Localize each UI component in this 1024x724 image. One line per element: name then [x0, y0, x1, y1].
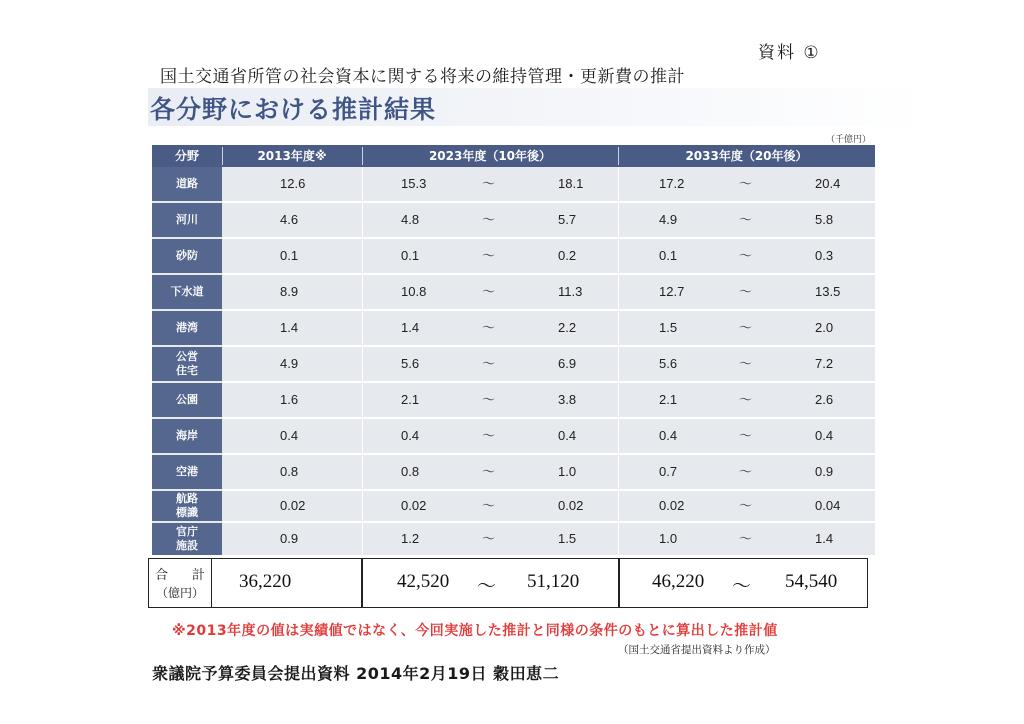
value-2023-low: 2.1	[401, 392, 420, 407]
range-tilde: 〜	[482, 464, 496, 479]
table-header	[152, 145, 875, 167]
row-label: 公営 住宅	[152, 347, 222, 381]
total-range-tilde: 〜	[732, 576, 752, 597]
value-2023-high: 3.8	[558, 392, 577, 407]
section-heading-banner	[148, 88, 928, 126]
total-label	[149, 559, 212, 607]
table-row	[152, 203, 875, 237]
row-label: 公園	[152, 383, 222, 417]
table-row	[152, 311, 875, 345]
value-2013: 0.8	[280, 464, 299, 479]
table-row	[152, 523, 875, 555]
estimate-table	[152, 145, 875, 555]
value-2033-low: 0.4	[659, 428, 678, 443]
value-2033-high: 0.04	[815, 498, 841, 513]
range-tilde: 〜	[739, 392, 753, 407]
value-2023-low: 0.02	[401, 498, 427, 513]
value-2033-high: 0.9	[815, 464, 834, 479]
total-separator	[361, 559, 363, 607]
total-range-tilde: 〜	[477, 576, 497, 597]
value-2023-low: 0.1	[401, 248, 420, 263]
range-tilde: 〜	[739, 176, 753, 191]
unit-note: （千億円）	[826, 135, 872, 145]
range-tilde: 〜	[739, 284, 753, 299]
row-label: 砂防	[152, 239, 222, 273]
value-2023-low: 15.3	[401, 176, 427, 191]
header-2033: 2033年度（20年後）	[685, 149, 808, 163]
value-2033-high: 0.4	[815, 428, 834, 443]
total-2023-low: 42,520	[397, 571, 450, 592]
value-2033-high: 2.0	[815, 320, 834, 335]
value-2033-low: 0.7	[659, 464, 678, 479]
value-2033-low: 0.1	[659, 248, 678, 263]
value-2023-low: 4.8	[401, 212, 420, 227]
value-2023-high: 11.3	[558, 284, 583, 299]
value-2023-low: 0.4	[401, 428, 420, 443]
value-2023-high: 1.5	[558, 531, 577, 546]
footnote: ※2013年度の値は実績値ではなく、今回実施した推計と同様の条件のもとに算出した推計値	[172, 623, 778, 639]
value-2013: 12.6	[280, 176, 306, 191]
value-2033-high: 7.2	[815, 356, 834, 371]
range-tilde: 〜	[739, 531, 753, 546]
value-2023-low: 1.2	[401, 531, 420, 546]
value-2013: 8.9	[280, 284, 299, 299]
table-row	[152, 419, 875, 453]
range-tilde: 〜	[482, 284, 496, 299]
value-2023-low: 1.4	[401, 320, 420, 335]
header-2023: 2023年度（10年後）	[428, 149, 552, 163]
submission-note: 衆議院予算委員会提出資料 2014年2月19日 穀田恵二	[152, 664, 560, 683]
value-2013: 4.9	[280, 356, 299, 371]
document-label: 資料 ①	[758, 43, 821, 63]
total-label-unit: （億円）	[155, 586, 204, 600]
value-2013: 0.1	[280, 248, 299, 263]
value-2013: 0.9	[280, 531, 299, 546]
value-2023-low: 10.8	[401, 284, 427, 299]
range-tilde: 〜	[482, 498, 496, 513]
range-tilde: 〜	[739, 498, 753, 513]
range-tilde: 〜	[739, 248, 753, 263]
row-label: 航路 標識	[152, 491, 222, 521]
value-2033-high: 13.5	[815, 284, 841, 299]
total-2033-high: 54,540	[785, 571, 838, 592]
value-2033-high: 0.3	[815, 248, 834, 263]
row-label: 海岸	[152, 419, 222, 453]
range-tilde: 〜	[482, 320, 496, 335]
range-tilde: 〜	[739, 356, 753, 371]
row-label: 道路	[152, 167, 222, 201]
value-2033-low: 5.6	[659, 356, 678, 371]
value-2013: 1.4	[280, 320, 299, 335]
source-note: （国土交通省提出資料より作成）	[618, 644, 776, 656]
value-2023-low: 5.6	[401, 356, 420, 371]
value-2023-high: 0.02	[558, 498, 584, 513]
table-row	[152, 239, 875, 273]
value-2033-low: 2.1	[659, 392, 678, 407]
range-tilde: 〜	[482, 531, 496, 546]
total-2013: 36,220	[239, 571, 292, 592]
header-field: 分野	[174, 149, 199, 163]
value-2023-high: 0.4	[558, 428, 577, 443]
value-2033-high: 1.4	[815, 531, 834, 546]
value-2023-high: 6.9	[558, 356, 577, 371]
value-2023-high: 5.7	[558, 212, 577, 227]
table-row	[152, 347, 875, 381]
table-row	[152, 491, 875, 521]
total-label-text: 合計	[155, 568, 205, 583]
value-2023-high: 1.0	[558, 464, 577, 479]
row-label: 下水道	[152, 275, 222, 309]
value-2033-low: 1.5	[659, 320, 678, 335]
range-tilde: 〜	[739, 464, 753, 479]
value-2033-high: 2.6	[815, 392, 834, 407]
value-2013: 0.02	[280, 498, 306, 513]
value-2033-low: 0.02	[659, 498, 685, 513]
value-2033-low: 17.2	[659, 176, 685, 191]
table-row	[152, 383, 875, 417]
row-label: 港湾	[152, 311, 222, 345]
total-2033-low: 46,220	[652, 571, 705, 592]
value-2023-high: 2.2	[558, 320, 577, 335]
row-label: 河川	[152, 203, 222, 237]
value-2033-high: 20.4	[815, 176, 841, 191]
value-2033-high: 5.8	[815, 212, 834, 227]
row-label: 官庁 施設	[152, 523, 222, 555]
range-tilde: 〜	[739, 320, 753, 335]
value-2023-high: 18.1	[558, 176, 584, 191]
table-row	[152, 167, 875, 201]
range-tilde: 〜	[739, 212, 753, 227]
section-heading: 各分野における推計結果	[150, 95, 437, 124]
document-title: 国土交通省所管の社会資本に関する将来の維持管理・更新費の推計	[160, 67, 685, 87]
value-2013: 1.6	[280, 392, 299, 407]
header-2013: 2013年度※	[257, 149, 327, 163]
value-2023-high: 0.2	[558, 248, 577, 263]
range-tilde: 〜	[482, 248, 496, 263]
range-tilde: 〜	[739, 428, 753, 443]
total-separator	[618, 559, 620, 607]
range-tilde: 〜	[482, 212, 496, 227]
total-row	[148, 558, 868, 608]
value-2033-low: 4.9	[659, 212, 678, 227]
range-tilde: 〜	[482, 176, 496, 191]
row-label: 空港	[152, 455, 222, 489]
table-row	[152, 275, 875, 309]
value-2013: 0.4	[280, 428, 299, 443]
value-2033-low: 12.7	[659, 284, 685, 299]
value-2013: 4.6	[280, 212, 299, 227]
table-row	[152, 455, 875, 489]
value-2033-low: 1.0	[659, 531, 678, 546]
total-2023-high: 51,120	[527, 571, 580, 592]
range-tilde: 〜	[482, 392, 496, 407]
range-tilde: 〜	[482, 356, 496, 371]
range-tilde: 〜	[482, 428, 496, 443]
value-2023-low: 0.8	[401, 464, 420, 479]
